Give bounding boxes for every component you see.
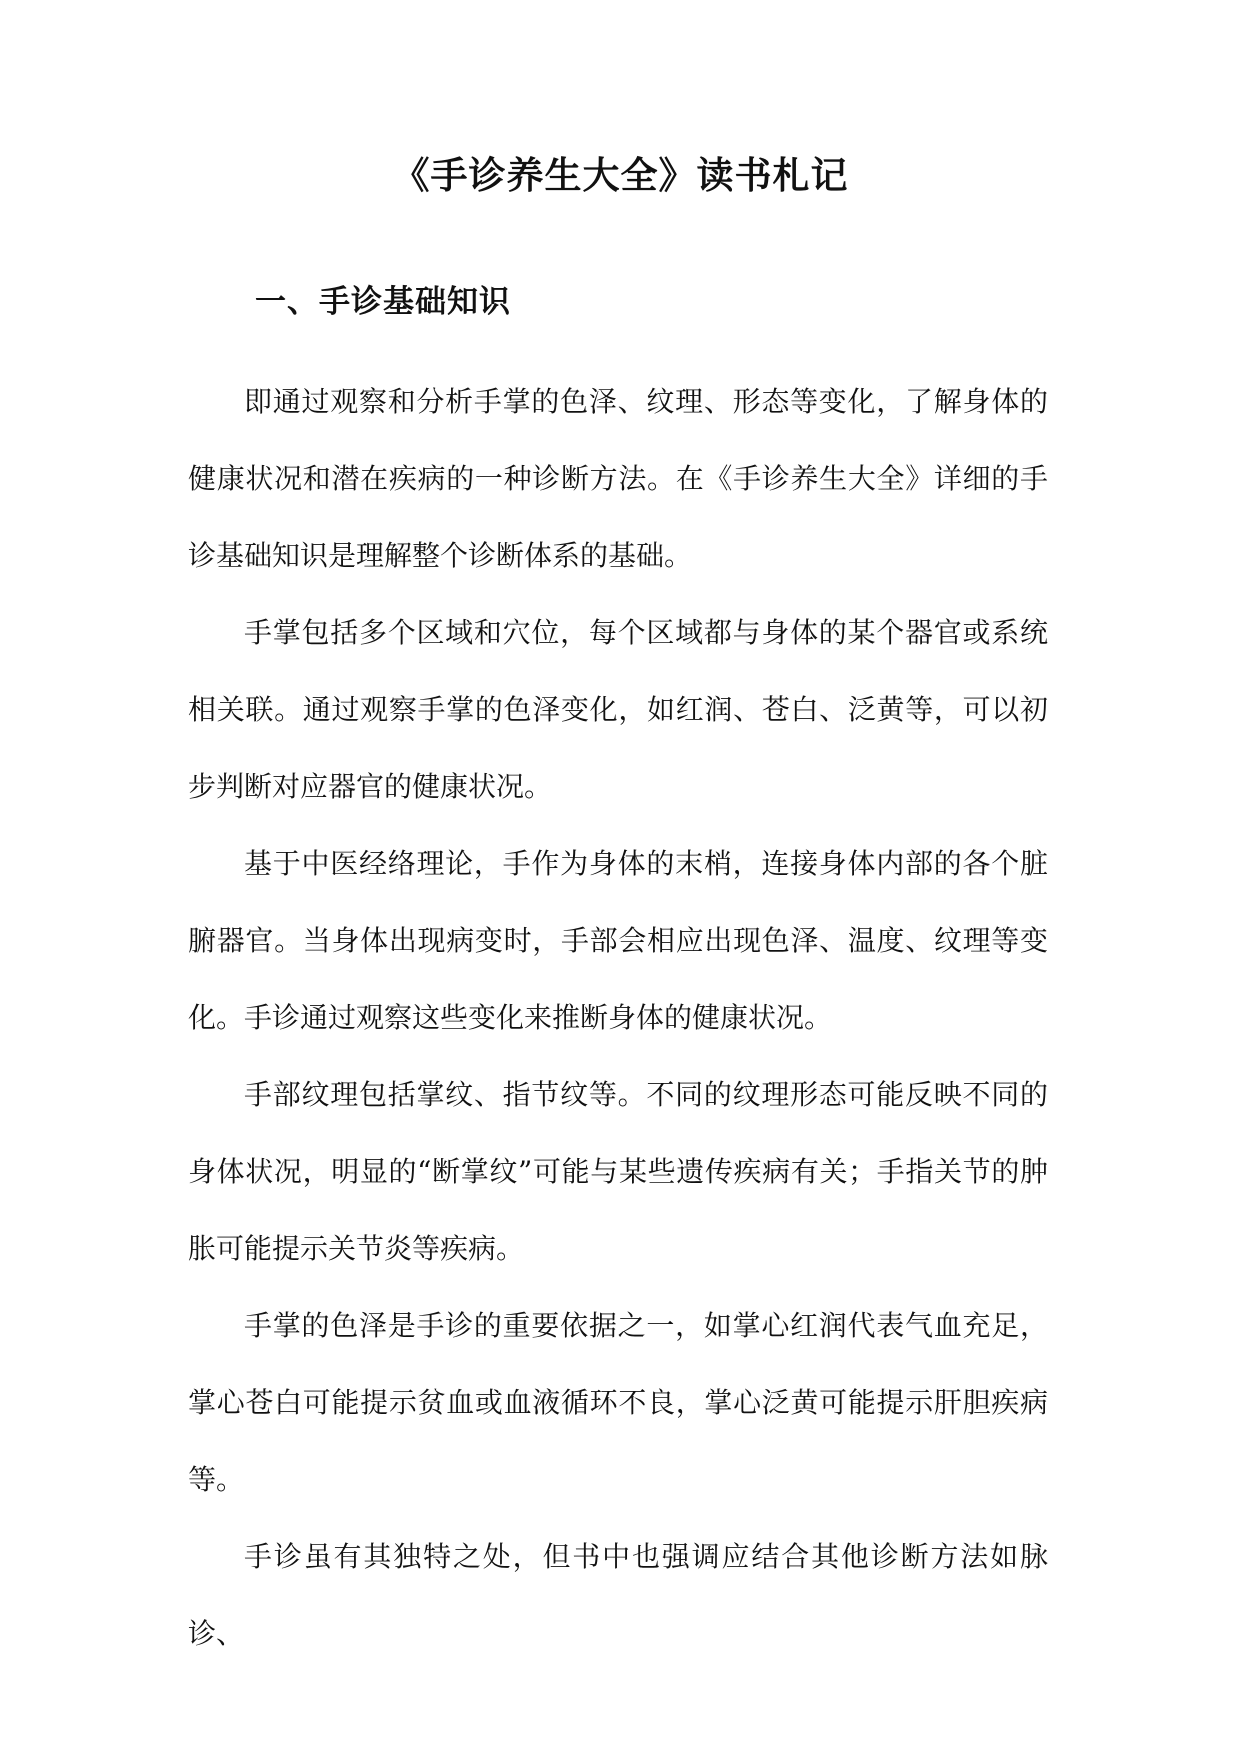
paragraph: 手掌的色泽是手诊的重要依据之一，如掌心红润代表气血充足，掌心苍白可能提示贫血或血液循环不良，掌心泛黄可能提示肝胆疾病等。 — [188, 1309, 1048, 1496]
document-title: 《手诊养生大全》读书札记 — [392, 153, 849, 197]
paragraph: 基于中医经络理论，手作为身体的末梢，连接身体内部的各个脏腑器官。当身体出现病变时，手部会相应出现色泽、温度、纹理等变化。手诊通过观察这些变化来推断身体的健康状况。 — [188, 847, 1048, 1034]
paragraph: 手掌包括多个区域和穴位，每个区域都与身体的某个器官或系统相关联。通过观察手掌的色泽变化，如红润、苍白、泛黄等，可以初步判断对应器官的健康状况。 — [188, 616, 1048, 803]
paragraph: 即通过观察和分析手掌的色泽、纹理、形态等变化，了解身体的健康状况和潜在疾病的一种诊断方法。在《手诊养生大全》详细的手诊基础知识是理解整个诊断体系的基础。 — [188, 385, 1048, 572]
paragraph: 手部纹理包括掌纹、指节纹等。不同的纹理形态可能反映不同的身体状况，明显的“断掌纹”可能与某些遗传疾病有关；手指关节的肿胀可能提示关节炎等疾病。 — [188, 1078, 1048, 1265]
document-body — [188, 363, 1048, 1672]
section-heading: 一、手诊基础知识 — [255, 284, 511, 320]
paragraph: 手诊虽有其独特之处，但书中也强调应结合其他诊断方法如脉诊、 — [188, 1540, 1048, 1650]
